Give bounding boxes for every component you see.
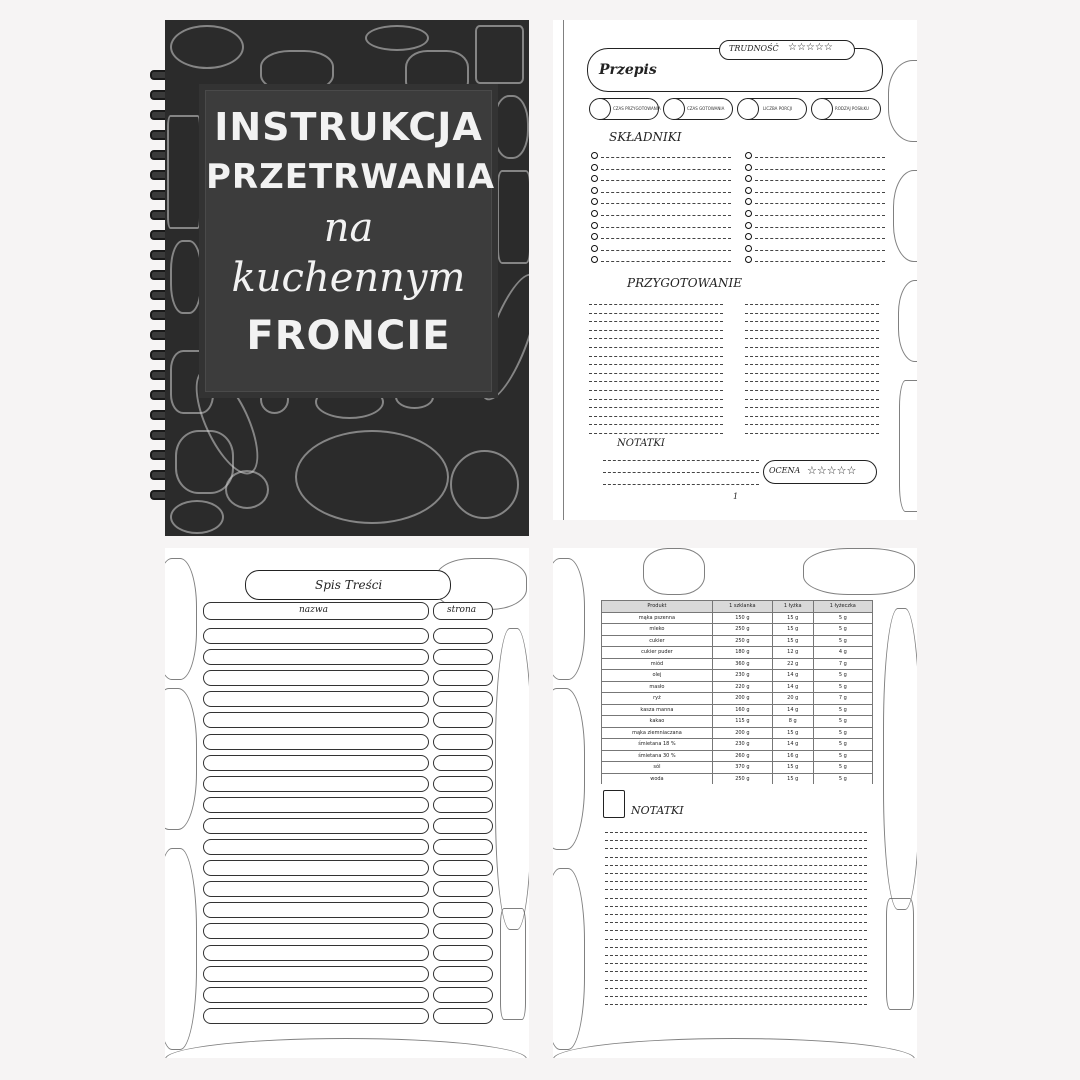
info-meal-type-label: RODZAJ POSIŁKU	[835, 106, 869, 111]
table-cell: 14 g	[772, 670, 813, 682]
table-header-cell: Produkt	[602, 601, 713, 613]
notepad-icon	[603, 790, 625, 818]
toc-page-row[interactable]	[433, 670, 493, 686]
table-cell: 250 g	[712, 773, 772, 785]
table-row	[602, 693, 873, 705]
table-cell: śmietana 30 %	[602, 750, 713, 762]
preparation-line[interactable]	[589, 313, 723, 314]
info-portions-label: LICZBA PORCJI	[763, 106, 792, 111]
rating-stars[interactable]: ☆☆☆☆☆	[807, 464, 857, 477]
ingredient-bullet	[591, 152, 598, 159]
toc-name-row[interactable]	[203, 1008, 429, 1024]
rating-label: OCENA	[769, 466, 801, 475]
table-header-cell: 1 łyżka	[772, 601, 813, 613]
table-cell: 250 g	[712, 635, 772, 647]
table-row	[602, 658, 873, 670]
ingredient-line[interactable]	[601, 180, 731, 181]
table-cell: 12 g	[772, 647, 813, 659]
ingredient-bullet	[591, 233, 598, 240]
ingredient-bullet	[745, 222, 752, 229]
table-cell: 15 g	[772, 727, 813, 739]
table-cell: 22 g	[772, 658, 813, 670]
cover-title-line4: kuchennym	[231, 255, 466, 301]
table-cell: 5 g	[813, 739, 872, 751]
preparation-line[interactable]	[745, 356, 879, 357]
soup-bowl-sketch	[803, 548, 915, 595]
preparation-line[interactable]	[589, 373, 723, 374]
table-cell: 15 g	[772, 773, 813, 785]
toc-page-row[interactable]	[433, 818, 493, 834]
glass-doodle	[167, 115, 201, 229]
toc-name-row[interactable]	[203, 945, 429, 961]
roast-chicken-doodle	[295, 430, 449, 524]
cheese-doodle	[475, 25, 524, 84]
cover-title-panel	[205, 90, 496, 392]
cover-title-line1: INSTRUKCJA	[214, 105, 483, 149]
cover-page	[165, 20, 529, 536]
toc-page-row[interactable]	[433, 945, 493, 961]
bottom-food-sketch	[553, 1038, 915, 1058]
toc-name-row[interactable]	[203, 881, 429, 897]
toc-page-row[interactable]	[433, 734, 493, 750]
notes-line[interactable]	[605, 922, 867, 923]
veg-sketch	[888, 60, 917, 142]
table-cell: 15 g	[772, 612, 813, 624]
toc-page-row[interactable]	[433, 776, 493, 792]
cover-title-line5: FRONCIE	[246, 313, 451, 359]
notes-line[interactable]	[605, 980, 867, 981]
table-cell: 180 g	[712, 647, 772, 659]
toc-page-row[interactable]	[433, 755, 493, 771]
notes-line[interactable]	[605, 906, 867, 907]
preparation-line[interactable]	[589, 390, 723, 391]
table-cell: 220 g	[712, 681, 772, 693]
steak-doodle	[260, 50, 334, 92]
table-cell: 230 g	[712, 670, 772, 682]
table-row	[602, 647, 873, 659]
notes-line[interactable]	[605, 947, 867, 948]
ingredient-line[interactable]	[601, 215, 731, 216]
table-cell: 16 g	[772, 750, 813, 762]
ingredient-line[interactable]	[755, 157, 885, 158]
ingredient-line[interactable]	[601, 250, 731, 251]
conversion-table-page	[553, 548, 917, 1058]
preparation-line[interactable]	[589, 416, 723, 417]
info-cook-time-label: CZAS GOTOWANIA	[687, 106, 725, 111]
table-row	[602, 612, 873, 624]
bottle-sketch	[899, 380, 917, 512]
preparation-line[interactable]	[589, 347, 723, 348]
notes-line[interactable]	[605, 930, 867, 931]
table-row	[602, 681, 873, 693]
notes-line[interactable]	[605, 914, 867, 915]
notes-line[interactable]	[605, 898, 867, 899]
table-cell: 5 g	[813, 773, 872, 785]
toc-page-row[interactable]	[433, 881, 493, 897]
table-cell: mleko	[602, 624, 713, 636]
table-cell: 7 g	[813, 693, 872, 705]
table-cell: ryż	[602, 693, 713, 705]
table-cell: 5 g	[813, 624, 872, 636]
toc-name-row[interactable]	[203, 797, 429, 813]
ingredient-line[interactable]	[601, 238, 731, 239]
toc-name-row[interactable]	[203, 691, 429, 707]
preparation-line[interactable]	[745, 433, 879, 434]
preparation-line[interactable]	[589, 407, 723, 408]
table-header-cell: 1 szklanka	[712, 601, 772, 613]
ingredient-bullet	[591, 245, 598, 252]
preparation-line[interactable]	[745, 407, 879, 408]
preparation-line[interactable]	[589, 424, 723, 425]
tequila-bottle-sketch	[886, 898, 914, 1010]
table-cell: masło	[602, 681, 713, 693]
table-cell: cukier puder	[602, 647, 713, 659]
notes-line[interactable]	[605, 939, 867, 940]
table-cell: 360 g	[712, 658, 772, 670]
table-cell: miód	[602, 658, 713, 670]
toc-col-name: nazwa	[299, 605, 328, 615]
notes-line[interactable]	[603, 460, 759, 461]
preparation-line[interactable]	[745, 399, 879, 400]
table-cell: 5 g	[813, 727, 872, 739]
table-cell: 200 g	[712, 693, 772, 705]
pepper-sketch	[643, 548, 705, 595]
ingredients-heading: SKŁADNIKI	[609, 130, 682, 144]
notes-line[interactable]	[605, 971, 867, 972]
table-cell: śmietana 18 %	[602, 739, 713, 751]
table-row	[602, 727, 873, 739]
table-cell: 5 g	[813, 704, 872, 716]
preparation-line[interactable]	[589, 321, 723, 322]
table-header-cell: 1 łyżeczka	[813, 601, 872, 613]
table-cell: 250 g	[712, 624, 772, 636]
table-row	[602, 624, 873, 636]
preparation-line[interactable]	[745, 381, 879, 382]
table-cell: 5 g	[813, 716, 872, 728]
table-cell: 8 g	[772, 716, 813, 728]
toc-name-row[interactable]	[203, 776, 429, 792]
table-cell: 370 g	[712, 762, 772, 774]
ingredient-line[interactable]	[755, 215, 885, 216]
left-food-sketch	[553, 558, 585, 680]
ingredient-bullet	[591, 187, 598, 194]
toc-page-row[interactable]	[433, 691, 493, 707]
table-cell: mąka ziemniaczana	[602, 727, 713, 739]
clock-icon	[589, 98, 611, 120]
table-row	[602, 716, 873, 728]
right-food-sketch	[883, 608, 917, 910]
notes-line[interactable]	[605, 881, 867, 882]
ingredient-line[interactable]	[755, 180, 885, 181]
toc-page-row[interactable]	[433, 902, 493, 918]
toc-name-row[interactable]	[203, 712, 429, 728]
notes-heading: NOTATKI	[617, 438, 665, 449]
preparation-line[interactable]	[589, 381, 723, 382]
ingredient-bullet	[745, 175, 752, 182]
table-cell: woda	[602, 773, 713, 785]
ingredient-bullet	[745, 152, 752, 159]
right-food-sketch	[495, 628, 529, 930]
garlic-sketch	[898, 280, 917, 362]
table-cell: 14 g	[772, 739, 813, 751]
ingredient-line[interactable]	[755, 227, 885, 228]
table-cell: 5 g	[813, 750, 872, 762]
ingredient-line[interactable]	[601, 203, 731, 204]
table-row	[602, 704, 873, 716]
table-cell: 14 g	[772, 681, 813, 693]
ingredient-bullet	[745, 256, 752, 263]
left-margin-sketch	[553, 20, 564, 520]
toc-page-row[interactable]	[433, 797, 493, 813]
preparation-line[interactable]	[745, 330, 879, 331]
toc-page-row[interactable]	[433, 712, 493, 728]
recipe-label: Przepis	[599, 62, 657, 78]
ingredient-line[interactable]	[755, 250, 885, 251]
preparation-line[interactable]	[745, 313, 879, 314]
toc-page-row[interactable]	[433, 649, 493, 665]
ingredient-line[interactable]	[601, 192, 731, 193]
table-cell: olej	[602, 670, 713, 682]
bread-doodle	[170, 500, 224, 534]
table-cell: 200 g	[712, 727, 772, 739]
toc-name-row[interactable]	[203, 860, 429, 876]
toc-name-row[interactable]	[203, 987, 429, 1003]
toc-name-row[interactable]	[203, 628, 429, 644]
jar-doodle	[497, 170, 529, 264]
notes-line[interactable]	[605, 873, 867, 874]
ingredient-bullet	[745, 198, 752, 205]
preparation-line[interactable]	[745, 347, 879, 348]
page-number: 1	[733, 492, 739, 501]
toc-name-row[interactable]	[203, 670, 429, 686]
toc-page-row[interactable]	[433, 987, 493, 1003]
table-cell: 14 g	[772, 704, 813, 716]
table-cell: 160 g	[712, 704, 772, 716]
table-cell: 115 g	[712, 716, 772, 728]
ingredient-line[interactable]	[755, 203, 885, 204]
recipe-template-page	[553, 20, 917, 520]
toc-name-row[interactable]	[203, 839, 429, 855]
notes-line[interactable]	[605, 988, 867, 989]
table-cell: 15 g	[772, 624, 813, 636]
toc-page-row[interactable]	[433, 839, 493, 855]
pretzel-doodle	[450, 450, 519, 519]
ingredient-line[interactable]	[601, 261, 731, 262]
clock-icon	[663, 98, 685, 120]
difficulty-label: TRUDNOŚĆ	[729, 44, 779, 53]
notes-line[interactable]	[605, 1004, 867, 1005]
table-row	[602, 750, 873, 762]
preparation-line[interactable]	[745, 364, 879, 365]
notes-line[interactable]	[605, 857, 867, 858]
notes-line[interactable]	[605, 832, 867, 833]
toc-name-row[interactable]	[203, 966, 429, 982]
table-cell: 230 g	[712, 739, 772, 751]
table-cell: 5 g	[813, 762, 872, 774]
toc-page-row[interactable]	[433, 860, 493, 876]
bottom-food-sketch	[165, 1038, 527, 1058]
table-cell: cukier	[602, 635, 713, 647]
bowl-doodle	[170, 25, 244, 69]
difficulty-stars[interactable]: ☆☆☆☆☆	[788, 42, 833, 53]
notes-line[interactable]	[605, 889, 867, 890]
toc-col-page: strona	[447, 605, 477, 615]
ingredient-bullet	[745, 210, 752, 217]
notes-line[interactable]	[605, 955, 867, 956]
toc-name-row[interactable]	[203, 755, 429, 771]
notes-line[interactable]	[605, 865, 867, 866]
table-row	[602, 739, 873, 751]
table-cell: 15 g	[772, 762, 813, 774]
table-cell: sól	[602, 762, 713, 774]
notes-line[interactable]	[605, 996, 867, 997]
left-food-sketch	[165, 558, 197, 680]
cloche-icon	[737, 98, 759, 120]
preparation-line[interactable]	[745, 373, 879, 374]
toc-page-row[interactable]	[433, 966, 493, 982]
table-cell: 4 g	[813, 647, 872, 659]
table-notes-heading: NOTATKI	[631, 804, 684, 817]
preparation-line[interactable]	[745, 321, 879, 322]
onion-sketch	[893, 170, 917, 262]
ingredient-bullet	[591, 210, 598, 217]
table-cell: 260 g	[712, 750, 772, 762]
preparation-line[interactable]	[745, 416, 879, 417]
ingredient-line[interactable]	[601, 227, 731, 228]
preparation-line[interactable]	[589, 364, 723, 365]
notes-line[interactable]	[603, 484, 759, 485]
ingredient-bullet	[591, 198, 598, 205]
preparation-line[interactable]	[589, 304, 723, 305]
table-cell: kasza manna	[602, 704, 713, 716]
table-cell: kakao	[602, 716, 713, 728]
preparation-line[interactable]	[745, 338, 879, 339]
ingredient-bullet	[591, 175, 598, 182]
toc-name-row[interactable]	[203, 734, 429, 750]
table-cell: mąka pszenna	[602, 612, 713, 624]
tequila-bottle-sketch	[500, 908, 526, 1020]
bread-sketch	[165, 848, 197, 1050]
preparation-line[interactable]	[589, 356, 723, 357]
preparation-line[interactable]	[745, 390, 879, 391]
ingredient-bullet	[745, 233, 752, 240]
ingredient-bullet	[591, 164, 598, 171]
table-row	[602, 762, 873, 774]
notes-line[interactable]	[603, 472, 759, 473]
table-cell: 5 g	[813, 670, 872, 682]
toc-page-row[interactable]	[433, 923, 493, 939]
toc-name-row[interactable]	[203, 649, 429, 665]
table-cell: 5 g	[813, 612, 872, 624]
toc-name-row[interactable]	[203, 902, 429, 918]
toc-name-row[interactable]	[203, 923, 429, 939]
table-cell: 5 g	[813, 635, 872, 647]
cover-title-line2: PRZETRWANIA	[206, 157, 496, 197]
notes-line[interactable]	[605, 963, 867, 964]
preparation-line[interactable]	[589, 433, 723, 434]
broccoli-doodle	[493, 95, 529, 159]
table-cell: 20 g	[772, 693, 813, 705]
ingredient-bullet	[591, 222, 598, 229]
ingredient-line[interactable]	[755, 192, 885, 193]
preparation-line[interactable]	[745, 304, 879, 305]
chicken-sketch	[165, 688, 197, 830]
ingredient-bullet	[745, 164, 752, 171]
ingredient-bullet	[591, 256, 598, 263]
ingredient-line[interactable]	[755, 261, 885, 262]
toc-page-row[interactable]	[433, 1008, 493, 1024]
mushroom-doodle	[225, 470, 269, 509]
preparation-line[interactable]	[589, 330, 723, 331]
info-prep-time-label: CZAS PRZYGOTOWANIA	[613, 106, 661, 111]
table-row	[602, 773, 873, 785]
ingredient-line[interactable]	[755, 238, 885, 239]
conversion-table	[601, 600, 873, 785]
ingredient-line[interactable]	[755, 169, 885, 170]
ingredient-bullet	[745, 187, 752, 194]
ingredient-line[interactable]	[601, 169, 731, 170]
toc-name-row[interactable]	[203, 818, 429, 834]
cutlery-icon	[811, 98, 833, 120]
cover-title-line3: na	[323, 205, 374, 251]
table-cell: 5 g	[813, 681, 872, 693]
fish-doodle	[365, 25, 429, 51]
table-of-contents-page	[165, 548, 529, 1058]
preparation-heading: PRZYGOTOWANIE	[627, 276, 743, 290]
notes-line[interactable]	[605, 848, 867, 849]
table-row	[602, 670, 873, 682]
preparation-line[interactable]	[589, 399, 723, 400]
ingredient-line[interactable]	[601, 157, 731, 158]
chicken-sketch	[553, 688, 585, 850]
toc-page-row[interactable]	[433, 628, 493, 644]
toc-title: Spis Treści	[315, 578, 383, 592]
table-cell: 150 g	[712, 612, 772, 624]
herb-doodle	[170, 240, 202, 314]
ingredient-bullet	[745, 245, 752, 252]
table-cell: 7 g	[813, 658, 872, 670]
table-row	[602, 635, 873, 647]
bread-sketch	[553, 868, 585, 1050]
notes-line[interactable]	[605, 840, 867, 841]
preparation-line[interactable]	[745, 424, 879, 425]
table-cell: 15 g	[772, 635, 813, 647]
preparation-line[interactable]	[589, 338, 723, 339]
